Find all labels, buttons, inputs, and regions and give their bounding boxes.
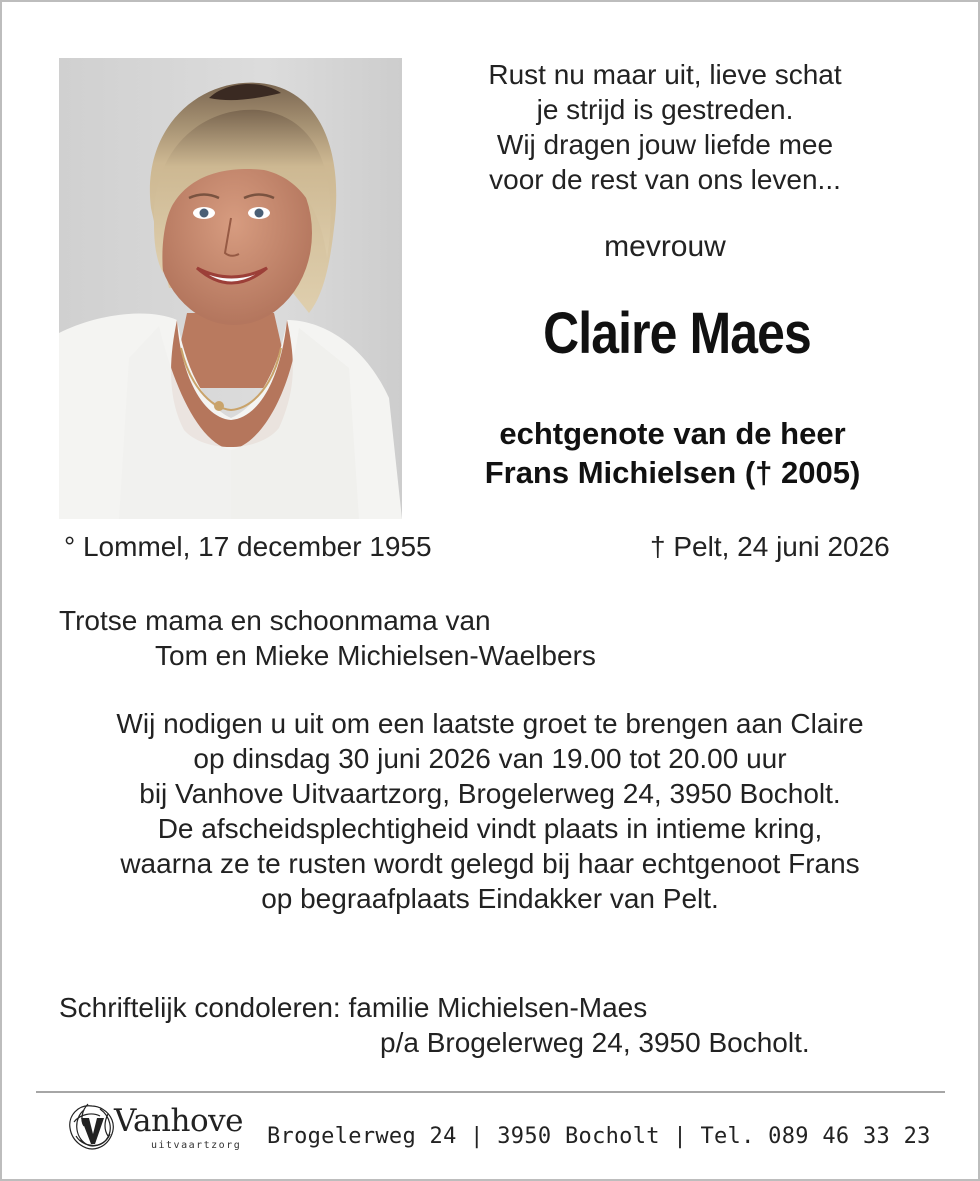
portrait-illustration — [59, 58, 402, 519]
deceased-name: Claire Maes — [543, 301, 811, 366]
invitation-line: waarna ze te rusten wordt gelegd bij haar echtgenoot Frans — [120, 848, 860, 879]
vanhove-logo — [64, 1100, 254, 1160]
family-section — [59, 603, 596, 673]
poem-line: Rust nu maar uit, lieve schat — [488, 59, 842, 90]
invitation-line: De afscheidsplechtigheid vindt plaats in intieme kring, — [157, 813, 823, 844]
invitation-line: Wij nodigen u uit om een laatste groet te brengen aan Claire — [116, 708, 864, 739]
condolence-line: Schriftelijk condoleren: familie Michielsen-Maes — [59, 992, 648, 1023]
footer-address: Brogelerweg 24 | 3950 Bocholt | Tel. 089 46 33 23 — [267, 1124, 931, 1149]
portrait-photo — [59, 58, 402, 519]
invitation-line: bij Vanhove Uitvaartzorg, Brogelerweg 24, 3950 Bocholt. — [139, 778, 841, 809]
spouse-info — [440, 414, 905, 492]
family-line: Trotse mama en schoonmama van — [59, 605, 491, 636]
logo-name: Vanhove — [114, 1103, 243, 1139]
divider — [36, 1091, 945, 1093]
invitation — [40, 706, 940, 916]
logo-tagline: uitvaartzorg — [151, 1140, 242, 1151]
invitation-line: op begraafplaats Eindakker van Pelt. — [261, 883, 719, 914]
death-date: † Pelt, 24 juni 2026 — [650, 531, 890, 562]
family-line: Tom en Mieke Michielsen-Waelbers — [155, 640, 596, 671]
poem-line: Wij dragen jouw liefde mee — [496, 129, 834, 160]
poem-line: voor de rest van ons leven... — [489, 164, 841, 195]
spouse-line: Frans Michielsen († 2005) — [484, 455, 861, 490]
spouse-line: echtgenote van de heer — [499, 416, 846, 451]
birth-date: ° Lommel, 17 december 1955 — [64, 531, 432, 562]
poem — [440, 57, 890, 197]
honorific: mevrouw — [604, 230, 726, 263]
invitation-line: op dinsdag 30 juni 2026 van 19.00 tot 20.00 uur — [193, 743, 787, 774]
condolences — [59, 990, 810, 1060]
poem-line: je strijd is gestreden. — [536, 94, 794, 125]
vanhove-logo-emblem — [64, 1100, 120, 1156]
condolence-line: p/a Brogelerweg 24, 3950 Bocholt. — [380, 1027, 810, 1058]
